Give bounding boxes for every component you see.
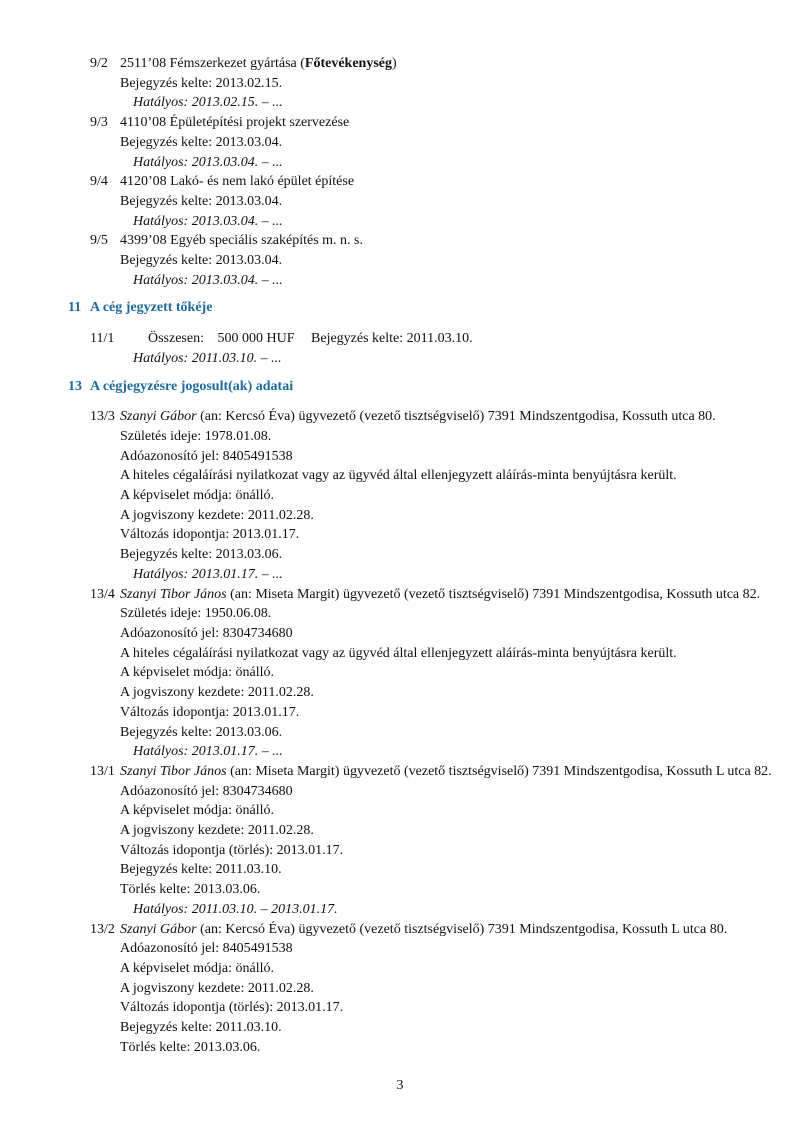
section-heading-13 xyxy=(0,377,800,397)
detail-line: A jogviszony kezdete: 2011.02.28. xyxy=(120,685,314,701)
valid-line: Hatályos: 2013.03.04. – ... xyxy=(133,272,283,288)
activity-title-post: ) xyxy=(392,56,397,71)
valid-line: Hatályos: 2013.01.17. – ... xyxy=(133,566,283,582)
valid-line: Hatályos: 2013.03.04. – ... xyxy=(133,154,283,170)
section-number: 11 xyxy=(68,300,82,316)
registered-line: Bejegyzés kelte: 2013.03.04. xyxy=(120,193,283,209)
detail-line: A képviselet módja: önálló. xyxy=(120,488,274,504)
officer-entry xyxy=(0,585,800,762)
capital-headline xyxy=(0,329,800,349)
officer-headline-rest: (an: Kercsó Éva) ügyvezető (vezető tisztségviselő) 7391 Mindszentgodisa, Kossuth L utca 80. xyxy=(196,921,728,937)
activity-entry xyxy=(0,172,800,231)
entry-number: 9/3 xyxy=(90,115,108,131)
officer-headline-rest: (an: Kercsó Éva) ügyvezető (vezető tisztségviselő) 7391 Mindszentgodisa, Kossuth utca 80. xyxy=(196,409,716,425)
activity-title-bold: Főtevékenység xyxy=(304,56,392,71)
detail-line: Adóazonosító jel: 8405491538 xyxy=(120,941,293,957)
section-heading-11 xyxy=(0,298,800,318)
capital-entry xyxy=(0,329,800,368)
detail-line: Bejegyzés kelte: 2013.03.06. xyxy=(120,724,283,740)
officer-headline xyxy=(0,407,800,427)
detail-line: A jogviszony kezdete: 2011.02.28. xyxy=(120,507,314,523)
entry-number: 13/1 xyxy=(90,763,115,779)
entry-number: 9/2 xyxy=(90,56,108,71)
page-content xyxy=(0,54,800,1057)
registered-line: Bejegyzés kelte: 2013.03.04. xyxy=(120,134,283,150)
detail-line: Bejegyzés kelte: 2011.03.10. xyxy=(120,862,282,878)
capital-total-label: Összesen: xyxy=(148,331,204,347)
detail-line: Születés ideje: 1978.01.08. xyxy=(120,428,272,444)
section-number: 13 xyxy=(68,378,82,394)
officer-name: Szanyi Tibor János xyxy=(120,763,227,779)
valid-line: Hatályos: 2013.03.04. – ... xyxy=(133,213,283,229)
officer-name: Szanyi Gábor xyxy=(120,921,197,937)
entry-number: 11/1 xyxy=(90,331,115,347)
activity-title: 4110’08 Épületépítési projekt szervezése xyxy=(120,115,350,131)
officer-headline xyxy=(0,920,800,940)
activity-entry xyxy=(0,113,800,172)
detail-line: A képviselet módja: önálló. xyxy=(120,803,274,819)
officer-name: Szanyi Gábor xyxy=(120,409,197,425)
valid-line: Hatályos: 2011.03.10. – 2013.01.17. xyxy=(133,901,338,917)
officer-name: Szanyi Tibor János xyxy=(120,586,227,602)
activity-headline xyxy=(0,54,800,74)
valid-line: Hatályos: 2011.03.10. – ... xyxy=(133,350,282,366)
entry-number: 13/2 xyxy=(90,921,115,937)
detail-line: A képviselet módja: önálló. xyxy=(120,960,274,976)
registered-line: Bejegyzés kelte: 2013.03.04. xyxy=(120,253,283,269)
officer-headline xyxy=(0,762,800,782)
officer-headline-rest: (an: Miseta Margit) ügyvezető (vezető tisztségviselő) 7391 Mindszentgodisa, Kossuth L utca 82. xyxy=(226,763,772,779)
activity-entry xyxy=(0,231,800,290)
activity-entry xyxy=(0,54,800,113)
detail-line: Változás idopontja: 2013.01.17. xyxy=(120,527,300,543)
detail-line: A hiteles cégaláírási nyilatkozat vagy az ügyvéd által ellenjegyzett aláírás-minta benyújtásra került. xyxy=(120,468,677,484)
valid-line: Hatályos: 2013.02.15. – ... xyxy=(133,95,283,111)
registered-line: Bejegyzés kelte: 2013.02.15. xyxy=(120,75,283,91)
detail-line: Bejegyzés kelte: 2013.03.06. xyxy=(120,547,283,563)
entry-number: 9/4 xyxy=(90,174,108,190)
activity-title: 2511’08 Fémszerkezet gyártása ( xyxy=(120,56,305,71)
officer-entry xyxy=(0,920,800,1058)
officer-entry xyxy=(0,407,800,584)
detail-line: Törlés kelte: 2013.03.06. xyxy=(120,1039,261,1055)
detail-line: Születés ideje: 1950.06.08. xyxy=(120,606,272,622)
activity-title: 4399’08 Egyéb speciális szaképítés m. n. s. xyxy=(120,233,364,249)
activity-headline xyxy=(0,113,800,133)
detail-line: A hiteles cégaláírási nyilatkozat vagy az ügyvéd által ellenjegyzett aláírás-minta benyújtásra került. xyxy=(120,645,677,661)
detail-line: Változás idopontja (törlés): 2013.01.17. xyxy=(120,842,344,858)
officer-headline-rest: (an: Miseta Margit) ügyvezető (vezető tisztségviselő) 7391 Mindszentgodisa, Kossuth utca 82. xyxy=(226,586,761,602)
entry-number: 13/4 xyxy=(90,586,115,602)
valid-line: Hatályos: 2013.01.17. – ... xyxy=(133,744,283,760)
detail-line: Adóazonosító jel: 8304734680 xyxy=(120,625,293,641)
section-title: A cég jegyzett tőkéje xyxy=(90,300,213,316)
detail-line: A jogviszony kezdete: 2011.02.28. xyxy=(120,980,314,996)
detail-line: Adóazonosító jel: 8405491538 xyxy=(120,448,293,464)
officer-headline xyxy=(0,585,800,605)
detail-line: Változás idopontja (törlés): 2013.01.17. xyxy=(120,1000,344,1016)
entry-number: 13/3 xyxy=(90,409,115,425)
officer-entry xyxy=(0,762,800,920)
detail-line: Változás idopontja: 2013.01.17. xyxy=(120,704,300,720)
activity-headline xyxy=(0,172,800,192)
detail-line: Adóazonosító jel: 8304734680 xyxy=(120,783,293,799)
activity-title: 4120’08 Lakó- és nem lakó épület építése xyxy=(120,174,355,190)
detail-line: A jogviszony kezdete: 2011.02.28. xyxy=(120,823,314,839)
entry-number: 9/5 xyxy=(90,233,108,249)
detail-line: A képviselet módja: önálló. xyxy=(120,665,274,681)
detail-line: Törlés kelte: 2013.03.06. xyxy=(120,882,261,898)
capital-amount: 500 000 HUF xyxy=(217,331,295,347)
page-number: 3 xyxy=(396,1078,404,1093)
detail-line: Bejegyzés kelte: 2011.03.10. xyxy=(120,1020,282,1036)
activity-headline xyxy=(0,231,800,251)
registered-line: Bejegyzés kelte: 2011.03.10. xyxy=(311,331,473,347)
section-title: A cégjegyzésre jogosult(ak) adatai xyxy=(90,378,294,394)
